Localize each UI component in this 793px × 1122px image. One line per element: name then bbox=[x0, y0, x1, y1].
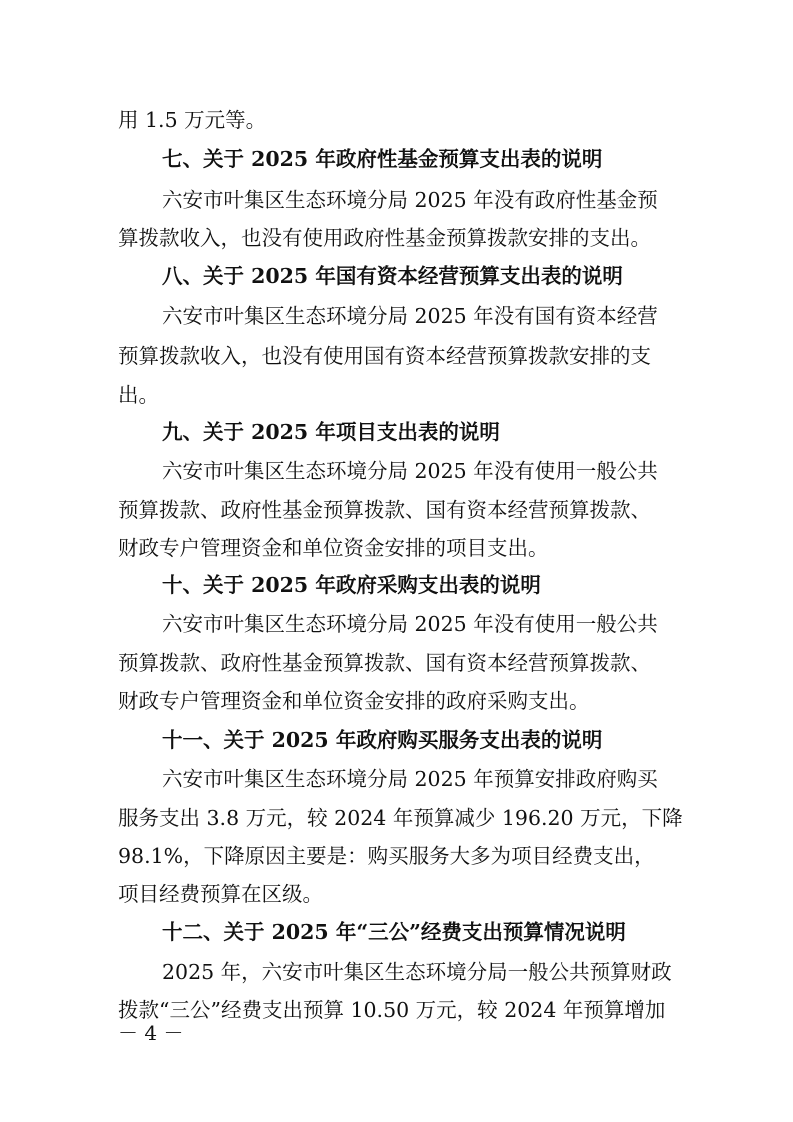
section-heading-12: 十二、关于 2025 年“三公”经费支出预算情况说明 bbox=[162, 920, 626, 944]
body-text-line: 拨款“三公”经费支出预算 10.50 万元，较 2024 年预算增加 bbox=[118, 998, 666, 1022]
body-text-line: 项目经费预算在区级。 bbox=[118, 882, 323, 906]
body-text-line: 六安市叶集区生态环境分局 2025 年没有使用一般公共 bbox=[162, 612, 658, 636]
section-heading-9: 九、关于 2025 年项目支出表的说明 bbox=[162, 420, 500, 444]
section-heading-10: 十、关于 2025 年政府采购支出表的说明 bbox=[162, 573, 541, 597]
body-text-line: 预算拨款收入，也没有使用国有资本经营预算拨款安排的支 bbox=[118, 344, 651, 368]
body-text-line: 出。 bbox=[118, 383, 159, 407]
body-text-line: 2025 年，六安市叶集区生态环境分局一般公共预算财政 bbox=[162, 960, 672, 984]
body-text-line: 预算拨款、政府性基金预算拨款、国有资本经营预算拨款、 bbox=[118, 651, 651, 675]
body-text-line: 98.1%，下降原因主要是：购买服务大多为项目经费支出， bbox=[118, 844, 655, 868]
body-text-line: 财政专户管理资金和单位资金安排的项目支出。 bbox=[118, 536, 549, 560]
body-text-line: 用 1.5 万元等。 bbox=[118, 108, 267, 132]
section-heading-7: 七、关于 2025 年政府性基金预算支出表的说明 bbox=[162, 147, 603, 171]
body-text-line: 六安市叶集区生态环境分局 2025 年没有国有资本经营 bbox=[162, 304, 658, 328]
page-number: － 4 － bbox=[118, 1021, 184, 1045]
section-heading-11: 十一、关于 2025 年政府购买服务支出表的说明 bbox=[162, 728, 603, 752]
body-text-line: 六安市叶集区生态环境分局 2025 年没有政府性基金预 bbox=[162, 188, 658, 212]
body-text-line: 财政专户管理资金和单位资金安排的政府采购支出。 bbox=[118, 689, 590, 713]
section-heading-8: 八、关于 2025 年国有资本经营预算支出表的说明 bbox=[162, 264, 623, 288]
body-text-line: 算拨款收入，也没有使用政府性基金预算拨款安排的支出。 bbox=[118, 226, 651, 250]
body-text-line: 服务支出 3.8 万元，较 2024 年预算减少 196.20 万元，下降 bbox=[118, 806, 683, 830]
body-text-line: 六安市叶集区生态环境分局 2025 年没有使用一般公共 bbox=[162, 459, 658, 483]
body-text-line: 预算拨款、政府性基金预算拨款、国有资本经营预算拨款、 bbox=[118, 498, 651, 522]
body-text-line: 六安市叶集区生态环境分局 2025 年预算安排政府购买 bbox=[162, 767, 658, 791]
